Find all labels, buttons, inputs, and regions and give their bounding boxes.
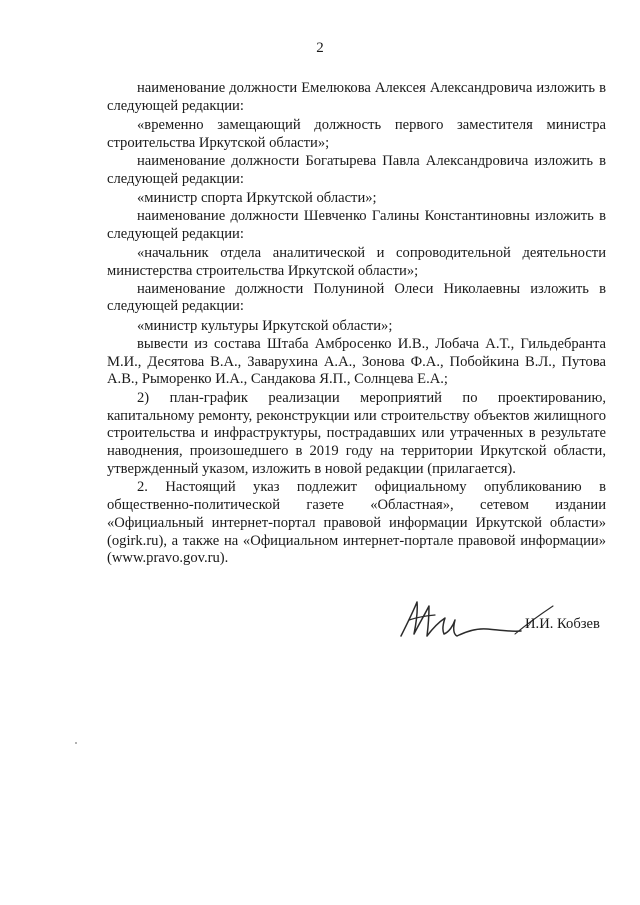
paragraph-shevchenko-new-title: «начальник отдела аналитической и сопроводительной деятельности министерства строительства Иркутской области»; — [107, 245, 606, 280]
paragraph-bogatyrev-title: наименование должности Богатырева Павла Александровича изложить в следующей редакции: — [107, 152, 606, 187]
signature-block — [395, 598, 615, 643]
paragraph-emelyukov-title: наименование должности Емелюкова Алексея Александровича изложить в следующей редакции: — [107, 80, 606, 114]
paragraph-polunina-title: наименование должности Полуниной Олеси Николаевны изложить в следующей редакции: — [107, 280, 606, 315]
paragraph-remove-members: вывести из состава Штаба Амбросенко И.В., Лобача А.Т., Гильдебранта М.И., Десятова В.А., Заварухина А.А., Зонова Ф.А., Побойкина В.Л., Путова А.В., Рыморенко И.А., Сандакова Я.П., Солнцева Е.А.; — [107, 335, 606, 388]
paragraph-shevchenko-title: наименование должности Шевченко Галины Константиновны изложить в следующей редакции: — [107, 207, 606, 242]
paragraph-publication: 2. Настоящий указ подлежит официальному опубликованию в общественно-политической газете «Областная», сетевом издании «Официальный интернет-портал правовой информации Иркутской области» (ogirk.ru), а также на «Официальном интернет-портале правовой информации» (www.pravo.gov.ru). — [107, 479, 606, 567]
paragraph-plan-schedule: 2) план-график реализации мероприятий по проектированию, капитальному ремонту, реконструкции или строительству объектов жилищного строительства и инфраструктуры, пострадавших или утраченных в результате наводнения, произошедшего в 2019 году на территории Иркутской области, утвержденный указом, изложить в новой редакции (прилагается). — [107, 389, 606, 477]
paragraph-emelyukov-new-title: «временно замещающий должность первого заместителя министра строительства Иркутской области»; — [107, 117, 606, 152]
page-number: 2 — [316, 40, 324, 56]
paragraph-bogatyrev-new-title: «министр спорта Иркутской области»; — [137, 190, 377, 207]
scan-artifact-dot — [75, 742, 77, 744]
signer-name: И.И. Кобзев — [525, 616, 600, 632]
document-body — [107, 80, 606, 568]
paragraph-polunina-new-title: «министр культуры Иркутской области»; — [137, 318, 393, 335]
